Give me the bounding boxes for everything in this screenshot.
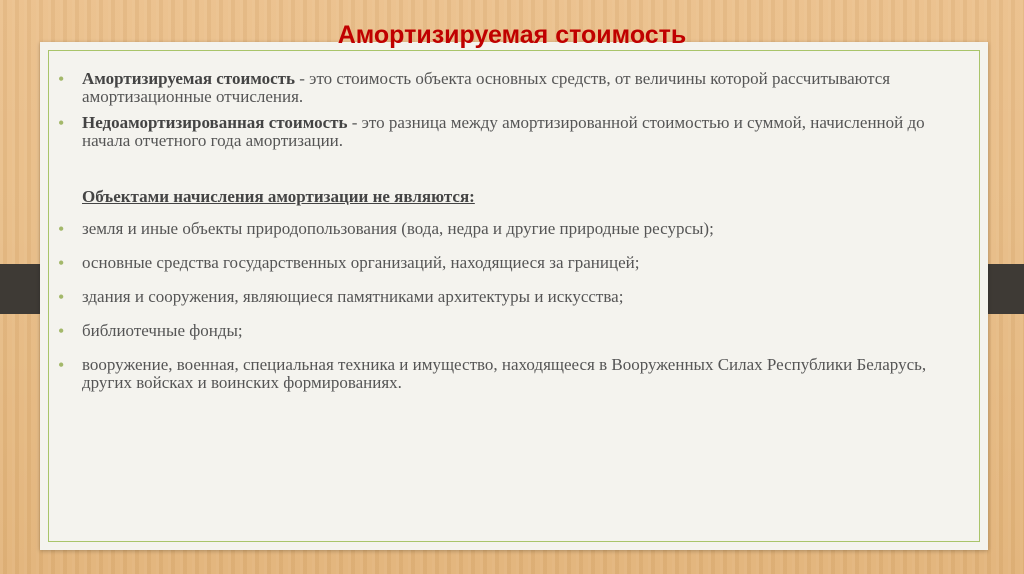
bullet-icon: • — [58, 287, 65, 307]
exclusion-item — [58, 253, 940, 273]
bullet-icon: • — [58, 253, 65, 273]
exclusion-text: вооружение, военная, специальная техника и имущество, находящееся в Вооруженных Силах Республики Беларусь, других войсках и воинских формированиях. — [82, 355, 927, 392]
exclusion-item — [58, 355, 940, 392]
bullet-icon: • — [58, 321, 65, 341]
exclusion-text: земля и иные объекты природопользования (вода, недра и другие природные ресурсы); — [82, 219, 714, 238]
exclusion-item — [58, 287, 940, 307]
slide-title: Амортизируемая стоимость — [337, 21, 687, 49]
left-side-bar — [0, 264, 42, 314]
bullet-icon: • — [58, 355, 65, 375]
exclusion-text: основные средства государственных организаций, находящиеся за границей; — [82, 253, 640, 272]
bullet-icon: • — [58, 219, 65, 239]
bullet-icon: • — [58, 113, 65, 133]
exclusions-heading: Объектами начисления амортизации не являются: — [82, 187, 475, 206]
definition-term: Амортизируемая стоимость — [82, 69, 296, 88]
exclusion-text: библиотечные фонды; — [82, 321, 243, 340]
exclusion-item — [58, 219, 940, 239]
slide-content — [58, 69, 940, 392]
exclusion-item — [58, 321, 940, 341]
definition-item — [58, 69, 940, 106]
bullet-icon: • — [58, 69, 65, 89]
definition-text: - это разница между амортизированной стоимостью и суммой, начисленной до начала отчетного года амортизации. — [82, 113, 925, 150]
definition-term: Недоамортизированная стоимость — [82, 113, 348, 132]
exclusions-heading-row — [80, 188, 940, 206]
definition-text: - это стоимость объекта основных средств, от величины которой рассчитываются амортизационные отчисления. — [82, 69, 891, 106]
exclusion-text: здания и сооружения, являющиеся памятниками архитектуры и искусства; — [82, 287, 624, 306]
definition-item — [58, 113, 940, 150]
